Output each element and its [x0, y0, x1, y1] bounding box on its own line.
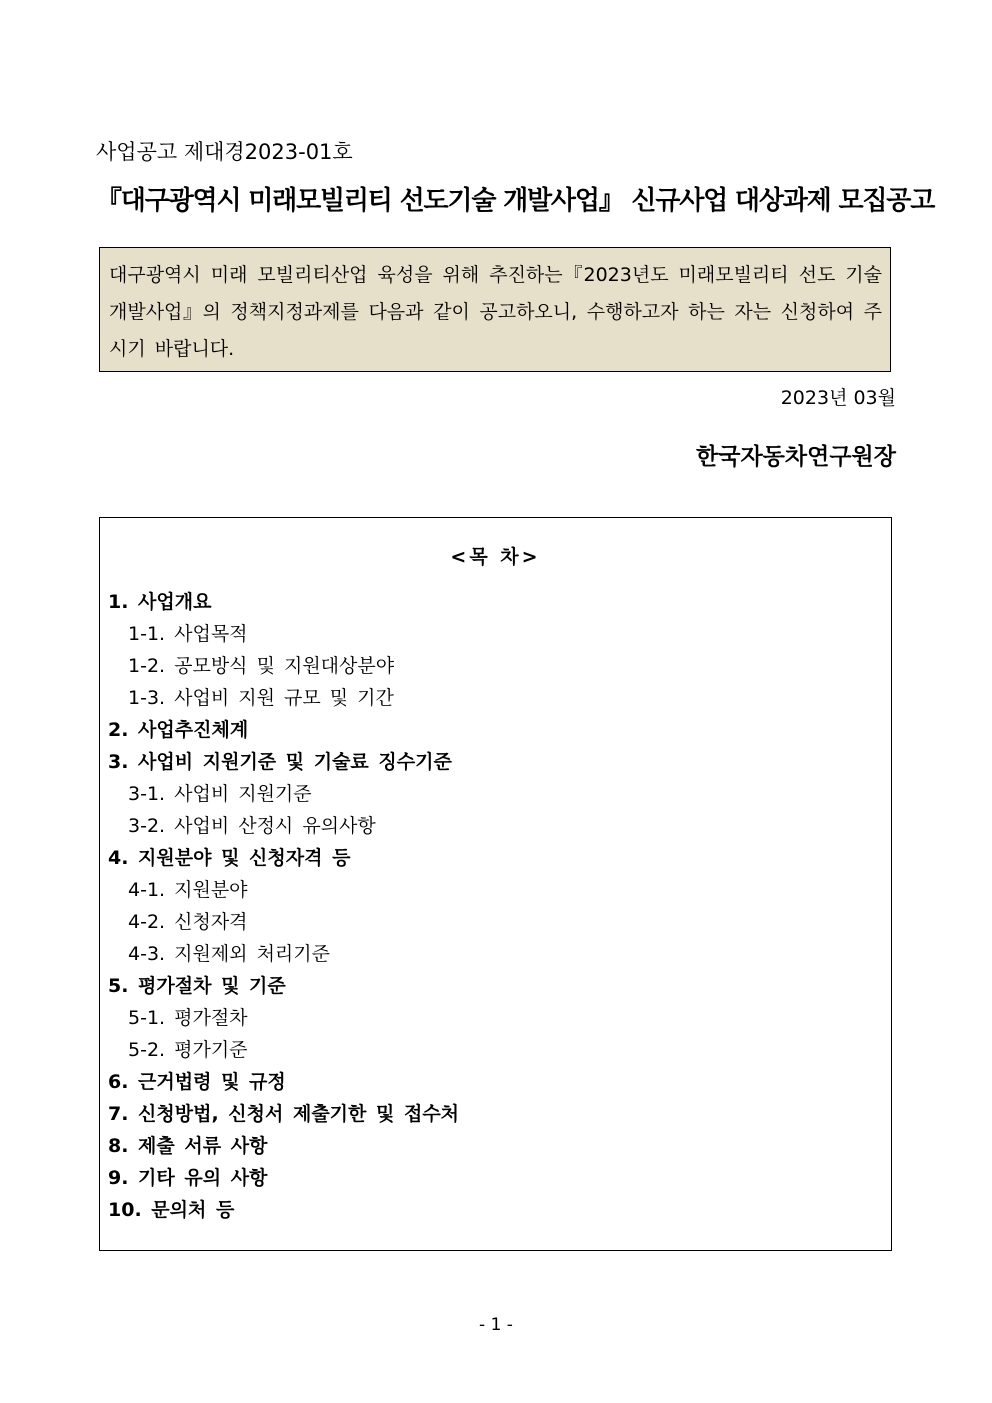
toc-item: 5. 평가절차 및 기준	[108, 975, 286, 997]
toc-item: 1-3. 사업비 지원 규모 및 기간	[128, 687, 394, 709]
toc-item: 9. 기타 유의 사항	[108, 1167, 268, 1189]
toc-item: 6. 근거법령 및 규정	[108, 1071, 286, 1093]
toc-list	[108, 586, 878, 1226]
toc-heading: <목 차>	[450, 546, 541, 568]
issuer-name: 한국자동차연구원장	[696, 444, 896, 470]
toc-item: 7. 신청방법, 신청서 제출기한 및 접수처	[108, 1103, 460, 1125]
toc-item: 1-1. 사업목적	[128, 623, 248, 645]
toc-item: 4-1. 지원분야	[128, 879, 248, 901]
page-number: - 1 -	[479, 1315, 513, 1335]
issue-date: 2023년 03월	[780, 387, 896, 409]
toc-item: 4-2. 신청자격	[128, 911, 248, 933]
toc-item: 8. 제출 서류 사항	[108, 1135, 268, 1157]
notice-number: 사업공고 제대경2023-01호	[96, 140, 353, 164]
toc-item: 3. 사업비 지원기준 및 기술료 징수기준	[108, 751, 452, 773]
toc-item: 3-1. 사업비 지원기준	[128, 783, 312, 805]
toc-item: 5-2. 평가기준	[128, 1039, 248, 1061]
toc-item: 1-2. 공모방식 및 지원대상분야	[128, 655, 395, 677]
table-of-contents	[99, 517, 892, 1251]
toc-item: 5-1. 평가절차	[128, 1007, 248, 1029]
summary-box	[99, 247, 891, 372]
summary-text: 대구광역시 미래 모빌리티산업 육성을 위해 추진하는『2023년도 미래모빌리티 선도 기술 개발사업』의 정책지정과제를 다음과 같이 공고하오니, 수행하고자 하는 자는 신청하여 주시기 바랍니다.	[109, 264, 882, 360]
toc-item: 10. 문의처 등	[108, 1199, 235, 1221]
document-title: 『대구광역시 미래모빌리티 선도기술 개발사업』 신규사업 대상과제 모집공고	[96, 186, 935, 216]
toc-item: 3-2. 사업비 산정시 유의사항	[128, 815, 376, 837]
toc-item: 2. 사업추진체계	[108, 719, 249, 741]
toc-item: 4. 지원분야 및 신청자격 등	[108, 847, 351, 869]
toc-item: 1. 사업개요	[108, 591, 212, 613]
toc-item: 4-3. 지원제외 처리기준	[128, 943, 330, 965]
